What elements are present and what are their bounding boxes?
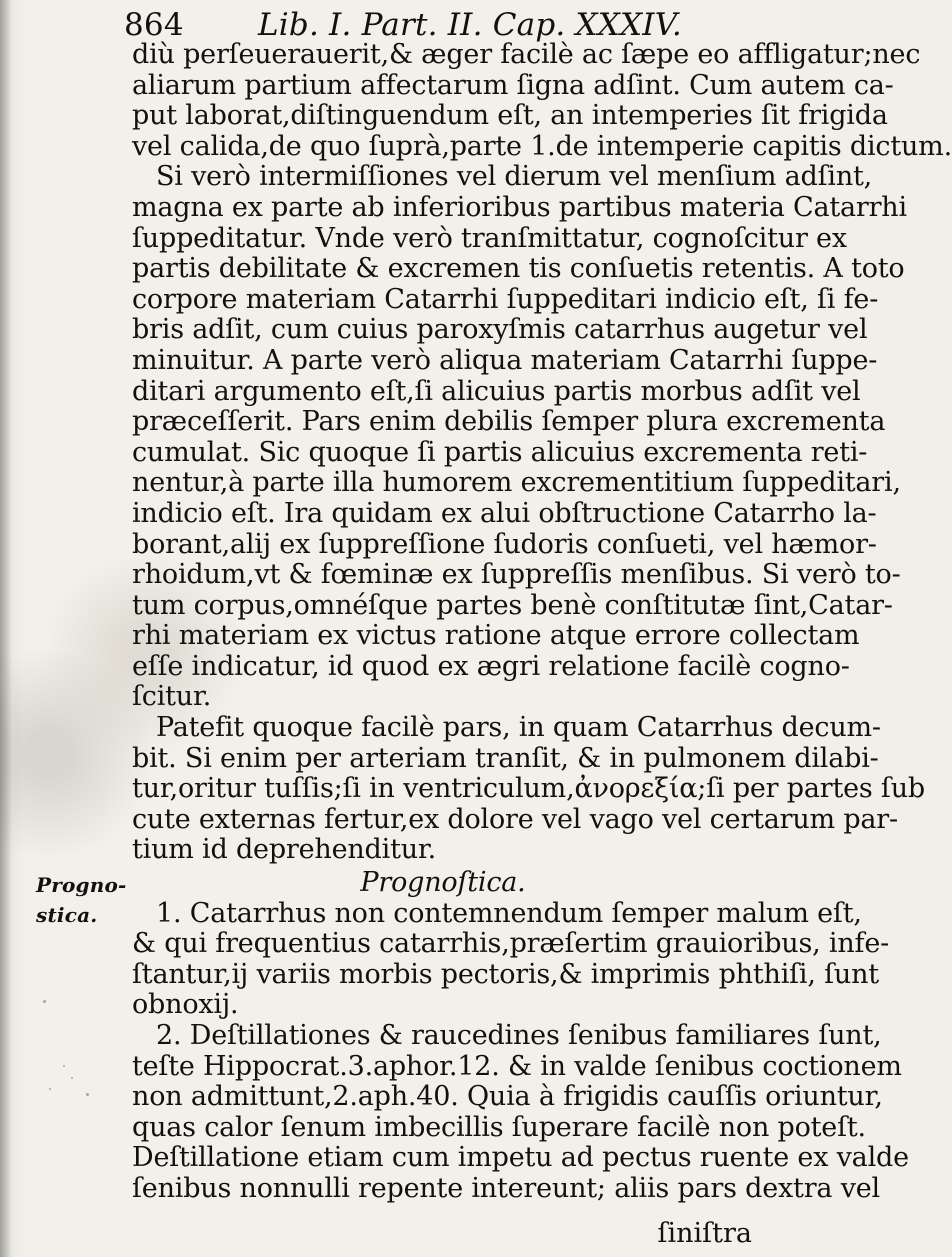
text-line: tium id deprehenditur. xyxy=(132,834,437,866)
text-line: eſſe indicatur, id quod ex ægri relatione facilè cogno- xyxy=(132,650,850,682)
text-line: Si verò intermiſſiones vel dierum vel menſium adſint, xyxy=(156,161,873,193)
text-line: corpore materiam Catarrhi ſuppeditari indicio eſt, ſi fe- xyxy=(132,283,879,315)
text-line: ditari argumento eſt,ſi alicuius partis morbus adſit vel xyxy=(132,375,861,407)
text-line: rhoidum,vt & fœminæ ex ſuppreſſis menſibus. Si verò to- xyxy=(132,559,901,591)
catchword: ſiniſtra xyxy=(657,1218,752,1249)
page-number: 864 xyxy=(124,7,184,43)
text-line: Deſtillatione etiam cum impetu ad pectus ruente ex valde xyxy=(132,1142,909,1174)
text-line: ſcitur. xyxy=(132,681,212,713)
text-line: borant,alij ex ſuppreſſione ſudoris conſueti, vel hæmor- xyxy=(132,528,877,560)
text-line: non admittunt,2.aph.40. Quia à frigidis cauſſis oriuntur, xyxy=(132,1081,883,1113)
text-line: cute externas fertur,ex dolore vel vago vel certarum par- xyxy=(132,803,898,835)
text-line: ſtantur,ij variis morbis pectoris,& imprimis phthiſi, ſunt xyxy=(132,958,879,990)
ink-speck xyxy=(71,1077,73,1079)
margin-note-prognostica: Progno- stica. xyxy=(36,873,127,927)
ink-speck xyxy=(63,1065,65,1067)
text-line: indicio eſt. Ira quidam ex alui obſtructione Catarrho la- xyxy=(132,497,877,529)
ink-speck xyxy=(86,1093,89,1096)
text-line: teſte Hippocrat.3.aphor.12. & in valde ſenibus coctionem xyxy=(132,1050,902,1082)
text-line: aliarum partium affectarum ſigna adſint. Cum autem ca- xyxy=(132,69,894,101)
text-line: cumulat. Sic quoque ſi partis alicuius excrementa reti- xyxy=(132,436,868,468)
text-line: bit. Si enim per arteriam tranſit, & in pulmonem dilabi- xyxy=(132,742,879,774)
text-line: & qui frequentius catarrhis,præſertim grauioribus, infe- xyxy=(132,928,890,960)
latin-text-block xyxy=(132,39,952,1205)
text-line: 1. Catarrhus non contemnendum ſemper malum eſt, xyxy=(156,897,862,929)
text-line: vel calida,de quo ſuprà,parte 1.de intemperie capitis dictum. xyxy=(132,130,952,162)
text-line: quas calor ſenum imbecillis ſuperare facilè non poteſt. xyxy=(132,1111,866,1143)
binding-shadow xyxy=(0,0,12,1257)
text-line: 2. Deſtillationes & raucedines ſenibus familiares ſunt, xyxy=(156,1020,882,1051)
text-line: ſuppeditatur. Vnde verò tranſmittatur, cognoſcitur ex xyxy=(132,222,847,254)
text-line: put laborat,diſtinguendum eſt, an intemperies ſit frigida xyxy=(132,100,888,132)
text-line: minuitur. A parte verò aliqua materiam Catarrhi ſuppe- xyxy=(132,344,878,376)
text-line: diù perſeuerauerit,& æger facilè ac ſæpe eo affligatur;nec xyxy=(132,39,921,70)
text-line: Patefit quoque facilè pars, in quam Catarrhus decum- xyxy=(156,712,881,744)
text-line: rhi materiam ex victus ratione atque errore collectam xyxy=(132,620,860,652)
running-head: Lib. I. Part. II. Cap. XXXIV. xyxy=(258,7,682,43)
text-line: obnoxij. xyxy=(132,989,239,1021)
text-line: partis debilitate & excremen tis conſuetis retentis. A toto xyxy=(132,253,905,285)
ink-speck xyxy=(49,1088,51,1090)
text-line: magna ex parte ab inferioribus partibus materia Catarrhi xyxy=(132,191,907,223)
text-line: ſenibus nonnulli repente intereunt; aliis pars dextra vel xyxy=(132,1172,880,1204)
ink-speck xyxy=(43,1000,46,1003)
text-line: tur,oritur tuſſis;ſi in ventriculum,ἀνορεξία;ſi per partes ſub xyxy=(132,773,925,805)
text-line: bris adſit, cum cuius paroxyſmis catarrhus augetur vel xyxy=(132,314,868,346)
text-line: tum corpus,omnéſque partes benè conſtitutæ ſint,Catar- xyxy=(132,589,893,621)
section-heading: Prognoſtica. xyxy=(360,867,526,899)
text-line: nentur,à parte illa humorem excrementitium ſuppeditari, xyxy=(132,467,901,499)
text-line: præceſſerit. Pars enim debilis ſemper plura excrementa xyxy=(132,406,886,438)
